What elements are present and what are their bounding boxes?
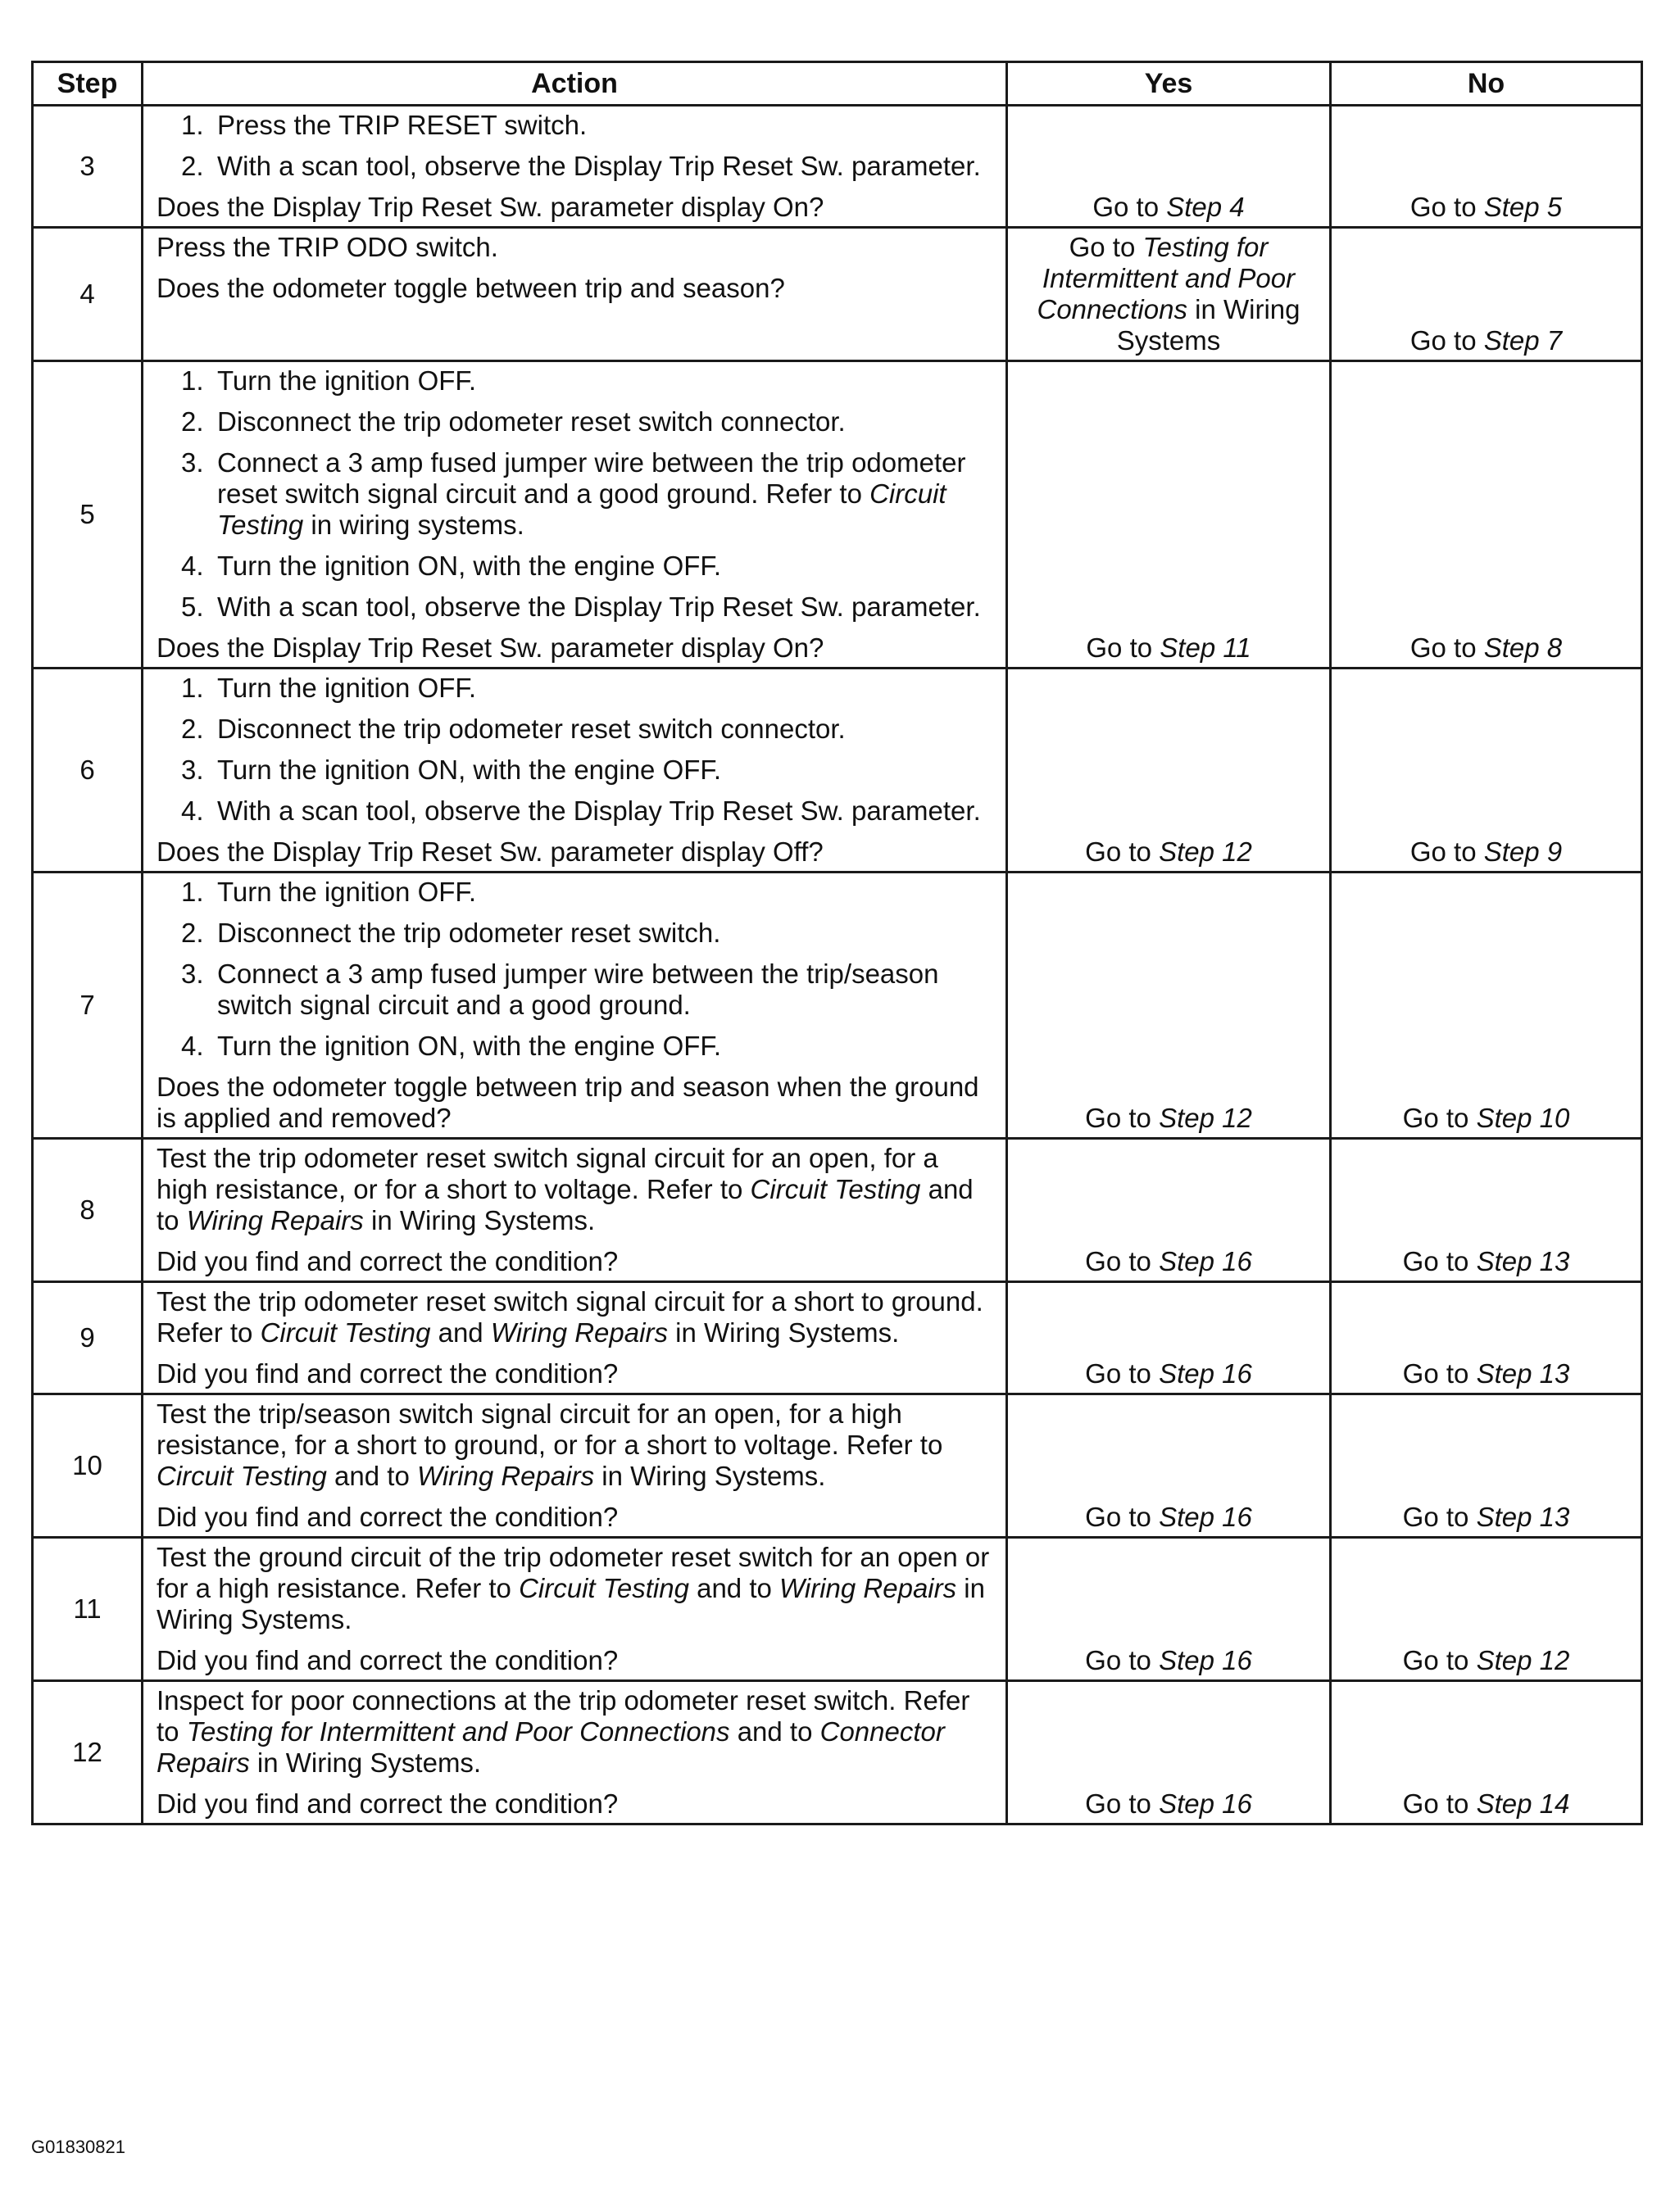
action-paragraph [157, 1143, 994, 1236]
text-run: Disconnect the trip odometer reset switch. [217, 918, 721, 948]
text-run: Go to [1085, 1246, 1160, 1276]
text-run: Connect a 3 amp fused jumper wire between the trip/season switch signal circuit and a good ground. [217, 959, 939, 1020]
table-body [33, 106, 1642, 1824]
table-row [33, 669, 1642, 873]
yes-result [1007, 1681, 1331, 1824]
action-cell [143, 1282, 1007, 1394]
step-number: 11 [33, 1538, 143, 1681]
text-run: Go to [1409, 632, 1484, 663]
table-row [33, 1139, 1642, 1282]
step-item-number: 1. [181, 110, 204, 140]
reference-text: Step 16 [1159, 1358, 1252, 1389]
text-run: Go to [1402, 1788, 1477, 1819]
text-run: Go to [1402, 1645, 1477, 1675]
text-run: Go to [1402, 1246, 1477, 1276]
reference-text: Circuit Testing [519, 1573, 689, 1603]
header-no: No [1331, 62, 1642, 106]
step-item-number: 2. [181, 151, 204, 181]
action-question: Does the odometer toggle between trip and season when the ground is applied and removed? [157, 1072, 979, 1133]
step-item-number: 3. [181, 959, 204, 989]
reference-text: Step 12 [1159, 1103, 1252, 1133]
step-item-number: 4. [181, 551, 204, 581]
action-step-item [157, 918, 994, 949]
text-run: Press the TRIP ODO switch. [157, 232, 498, 262]
action-step-item [157, 673, 994, 704]
yes-result [1007, 1394, 1331, 1538]
step-number: 10 [33, 1394, 143, 1538]
text-run: Press the TRIP RESET switch. [217, 110, 588, 140]
text-run: Turn the ignition ON, with the engine OFF. [217, 1031, 722, 1061]
step-number: 7 [33, 873, 143, 1139]
reference-text: Step 12 [1159, 836, 1252, 867]
text-run: Test the ground circuit of the trip odometer reset switch for an open or for a high resistance. Refer to [157, 1542, 990, 1603]
reference-text: Step 13 [1476, 1502, 1570, 1532]
action-question: Does the Display Trip Reset Sw. parameter display On? [157, 632, 824, 663]
no-result [1331, 669, 1642, 873]
action-cell [143, 873, 1007, 1139]
action-question: Did you find and correct the condition? [157, 1645, 619, 1675]
step-item-number: 2. [181, 918, 204, 948]
step-number: 5 [33, 361, 143, 669]
text-run: With a scan tool, observe the Display Trip Reset Sw. parameter. [217, 592, 981, 622]
text-run: With a scan tool, observe the Display Trip Reset Sw. parameter. [217, 151, 981, 181]
table-row [33, 1681, 1642, 1824]
text-run: in Wiring Systems. [157, 1573, 985, 1634]
action-paragraph [157, 1398, 994, 1492]
text-run: in Wiring Systems. [249, 1747, 482, 1778]
action-paragraph [157, 1286, 994, 1349]
table-row [33, 1538, 1642, 1681]
reference-text: Wiring Repairs [490, 1317, 668, 1348]
action-question: Does the Display Trip Reset Sw. parameter display On? [157, 192, 824, 222]
action-cell [143, 1139, 1007, 1282]
action-step-item [157, 110, 994, 141]
reference-text: Circuit Testing [260, 1317, 431, 1348]
header-action: Action [143, 62, 1007, 106]
table-row [33, 1282, 1642, 1394]
text-run: Inspect for poor connections at the trip odometer reset switch. Refer to [157, 1685, 970, 1747]
action-question: Did you find and correct the condition? [157, 1502, 619, 1532]
text-run: and [430, 1317, 491, 1348]
action-steps-list [157, 110, 994, 182]
text-run: Test the trip odometer reset switch signal circuit for an open, for a high resistance, or for a short to voltage. Refer to [157, 1143, 938, 1204]
action-cell [143, 106, 1007, 228]
text-run: Turn the ignition ON, with the engine OFF. [217, 551, 722, 581]
reference-text: Step 16 [1159, 1645, 1252, 1675]
step-number: 6 [33, 669, 143, 873]
reference-text: Step 16 [1159, 1788, 1252, 1819]
step-number: 8 [33, 1139, 143, 1282]
no-result [1331, 1282, 1642, 1394]
yes-result [1007, 873, 1331, 1139]
reference-text: Step 12 [1476, 1645, 1570, 1675]
action-step-item [157, 592, 994, 623]
action-question: Did you find and correct the condition? [157, 1358, 619, 1389]
reference-text: Step 16 [1159, 1246, 1252, 1276]
reference-text: Wiring Repairs [779, 1573, 957, 1603]
reference-text: Step 13 [1476, 1246, 1570, 1276]
action-step-item [157, 406, 994, 437]
reference-text: Circuit Testing [750, 1174, 921, 1204]
action-step-item [157, 151, 994, 182]
reference-text: Step 10 [1476, 1103, 1570, 1133]
table-row [33, 1394, 1642, 1538]
no-result [1331, 361, 1642, 669]
action-question: Does the odometer toggle between trip and season? [157, 273, 785, 303]
no-result [1331, 1681, 1642, 1824]
action-question: Did you find and correct the condition? [157, 1788, 619, 1819]
text-run: Go to [1085, 1645, 1160, 1675]
table-row [33, 106, 1642, 228]
reference-text: Circuit Testing [217, 478, 946, 540]
text-run: Connect a 3 amp fused jumper wire between the trip odometer reset switch signal circuit and a good ground. Refer to [217, 447, 966, 509]
step-item-number: 1. [181, 365, 204, 396]
step-item-number: 3. [181, 755, 204, 785]
text-run: Test the trip odometer reset switch signal circuit for a short to ground. Refer to [157, 1286, 983, 1348]
text-run: in Wiring Systems [1116, 294, 1301, 356]
table-row [33, 228, 1642, 361]
text-run: Go to [1402, 1358, 1477, 1389]
text-run: Disconnect the trip odometer reset switch connector. [217, 714, 846, 744]
action-steps-list [157, 877, 994, 1062]
text-run: Go to [1409, 836, 1484, 867]
text-run: in wiring systems. [303, 510, 524, 540]
step-item-number: 1. [181, 673, 204, 703]
reference-text: Step 8 [1483, 632, 1563, 663]
reference-text: Wiring Repairs [186, 1205, 364, 1235]
text-run: in Wiring Systems. [594, 1461, 826, 1491]
text-run: With a scan tool, observe the Display Trip Reset Sw. parameter. [217, 796, 981, 826]
no-result [1331, 873, 1642, 1139]
no-result [1331, 1538, 1642, 1681]
reference-text: Connector Repairs [157, 1716, 945, 1778]
reference-text: Step 9 [1483, 836, 1563, 867]
text-run: in Wiring Systems. [667, 1317, 900, 1348]
yes-result [1007, 228, 1331, 361]
action-cell [143, 228, 1007, 361]
action-cell [143, 361, 1007, 669]
table-header-row [33, 62, 1642, 106]
text-run: Go to [1085, 836, 1160, 867]
text-run: Go to [1402, 1502, 1477, 1532]
text-run: Go to [1085, 1502, 1160, 1532]
text-run: Go to [1092, 192, 1167, 222]
text-run: Turn the ignition OFF. [217, 877, 477, 907]
no-result [1331, 1139, 1642, 1282]
text-run: Go to [1409, 325, 1484, 356]
step-item-number: 5. [181, 592, 204, 622]
header-step: Step [33, 62, 143, 106]
step-item-number: 2. [181, 714, 204, 744]
action-step-item [157, 796, 994, 827]
action-steps-list [157, 673, 994, 827]
diagnostic-table [31, 61, 1643, 1825]
action-step-item [157, 959, 994, 1021]
text-run: and to [157, 1174, 974, 1235]
action-cell [143, 1681, 1007, 1824]
step-item-number: 1. [181, 877, 204, 907]
text-run: Test the trip/season switch signal circuit for an open, for a high resistance, for a short to ground, or for a short to voltage. Refer to [157, 1398, 943, 1460]
yes-result [1007, 1538, 1331, 1681]
no-result [1331, 228, 1642, 361]
reference-text: Wiring Repairs [416, 1461, 595, 1491]
action-paragraph [157, 1542, 994, 1635]
no-result [1331, 1394, 1642, 1538]
reference-text: Circuit Testing [157, 1461, 327, 1491]
step-number: 4 [33, 228, 143, 361]
step-item-number: 4. [181, 1031, 204, 1061]
action-cell [143, 1394, 1007, 1538]
action-paragraph [157, 1685, 994, 1779]
text-run: Go to [1409, 192, 1484, 222]
text-run: and to [688, 1573, 780, 1603]
reference-text: Testing for Intermittent and Poor Connections [1037, 232, 1296, 324]
step-item-number: 2. [181, 406, 204, 437]
reference-text: Testing for Intermittent and Poor Connections [186, 1716, 730, 1747]
text-run: Disconnect the trip odometer reset switch connector. [217, 406, 846, 437]
reference-text: Step 7 [1483, 325, 1563, 356]
text-run: Go to [1085, 1103, 1160, 1133]
text-run: Turn the ignition ON, with the engine OFF. [217, 755, 722, 785]
step-number: 12 [33, 1681, 143, 1824]
reference-text: Step 13 [1476, 1358, 1570, 1389]
text-run: and to [729, 1716, 820, 1747]
text-run: Go to [1085, 1788, 1160, 1819]
yes-result [1007, 669, 1331, 873]
action-cell [143, 669, 1007, 873]
yes-result [1007, 1139, 1331, 1282]
table-row [33, 873, 1642, 1139]
action-steps-list [157, 365, 994, 623]
action-step-item [157, 365, 994, 397]
figure-id: G01830821 [31, 2137, 125, 2157]
yes-result [1007, 1282, 1331, 1394]
action-question: Does the Display Trip Reset Sw. parameter display Off? [157, 836, 824, 867]
text-run: Turn the ignition OFF. [217, 365, 477, 396]
text-run: Go to [1402, 1103, 1477, 1133]
yes-result [1007, 106, 1331, 228]
action-step-item [157, 755, 994, 786]
text-run: and to [326, 1461, 417, 1491]
step-item-number: 3. [181, 447, 204, 478]
text-run: in Wiring Systems. [363, 1205, 596, 1235]
step-item-number: 4. [181, 796, 204, 826]
header-yes: Yes [1007, 62, 1331, 106]
action-paragraph [157, 232, 994, 263]
step-number: 3 [33, 106, 143, 228]
text-run: Go to [1069, 232, 1143, 262]
action-step-item [157, 714, 994, 745]
step-number: 9 [33, 1282, 143, 1394]
reference-text: Step 4 [1166, 192, 1245, 222]
reference-text: Step 5 [1483, 192, 1563, 222]
action-step-item [157, 1031, 994, 1062]
text-run: Go to [1085, 1358, 1160, 1389]
no-result [1331, 106, 1642, 228]
action-step-item [157, 447, 994, 541]
text-run: Turn the ignition OFF. [217, 673, 477, 703]
action-step-item [157, 877, 994, 908]
yes-result [1007, 361, 1331, 669]
action-cell [143, 1538, 1007, 1681]
reference-text: Step 14 [1476, 1788, 1570, 1819]
action-step-item [157, 551, 994, 582]
table-row [33, 361, 1642, 669]
action-question: Did you find and correct the condition? [157, 1246, 619, 1276]
reference-text: Step 11 [1160, 632, 1251, 663]
reference-text: Step 16 [1159, 1502, 1252, 1532]
text-run: Go to [1086, 632, 1160, 663]
